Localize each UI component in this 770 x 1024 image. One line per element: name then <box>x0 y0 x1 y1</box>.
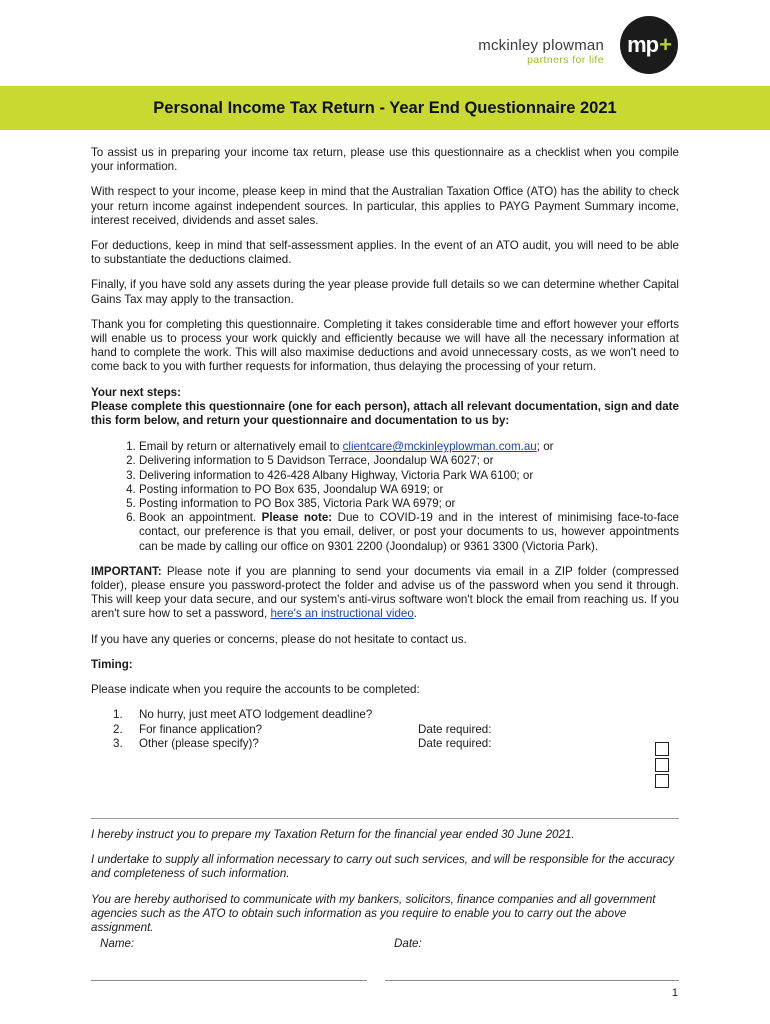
name-label: Name: <box>100 937 135 950</box>
intro-paragraph-5: Thank you for completing this questionnaire. Completing it takes considerable time and effort however your efforts will enable us to process your work quickly and efficiently because we will have all the necessary information at hand to complete the work. This will also maximise deductions and avoid unnecessary costs, as we won't need to come back to you with further requests for information, thus delaying the processing of your return. <box>91 317 679 374</box>
queries-text: If you have any queries or concerns, please do not hesitate to contact us. <box>91 632 467 646</box>
logo-mark-icon <box>620 16 678 74</box>
timing-checkbox-1[interactable] <box>655 742 669 756</box>
list-item: 4. Posting information to PO Box 635, Joondalup WA 6919; or <box>139 483 679 497</box>
list-item: 2. Delivering information to 5 Davidson Terrace, Joondalup WA 6027; or <box>139 454 679 468</box>
instructional-video-link[interactable]: here's an instructional video <box>270 607 414 621</box>
list-item: 3. Delivering information to 426-428 Albany Highway, Victoria Park WA 6100; or <box>139 469 679 483</box>
timing-option-2: 2. For finance application? Date required: <box>113 722 492 736</box>
name-signature-line[interactable] <box>91 980 367 981</box>
timing-checkbox-3[interactable] <box>655 774 669 788</box>
brand-logo <box>378 16 678 74</box>
list-item: 6. Book an appointment. Please note: Due to COVID-19 and in the interest of minimising face-to-face contact, our preference is that you email, deliver, or post your documents to us, however appointments can be made by calling our office on 9301 2200 (Joondalup) or 9361 3300 (Victoria Park). <box>139 511 679 554</box>
date-signature-line[interactable] <box>385 980 679 981</box>
declaration-divider <box>91 818 679 819</box>
timing-option-3: 3. Other (please specify)? Date required: <box>113 737 492 751</box>
logo-mark-text: mp <box>627 32 659 57</box>
declaration-paragraph-1: I hereby instruct you to prepare my Taxation Return for the financial year ended 30 June 2021. <box>91 828 575 841</box>
email-link[interactable]: clientcare@mckinleyplowman.com.au <box>342 440 537 454</box>
intro-paragraph-3: For deductions, keep in mind that self-assessment applies. In the event of an ATO audit, you will need to be able to substantiate the deductions claimed. <box>91 239 679 267</box>
intro-paragraph-4: Finally, if you have sold any assets during the year please provide full details so we can determine whether Capital Gains Tax may apply to the transaction. <box>91 278 679 306</box>
date-required-label: Date required: <box>418 737 492 751</box>
important-label: IMPORTANT: <box>91 564 162 578</box>
timing-section <box>91 658 679 752</box>
date-required-label: Date required: <box>418 722 492 736</box>
list-item: 1. Email by return or alternatively email to clientcare@mckinleyplowman.com.au; or <box>139 440 679 454</box>
timing-checkbox-2[interactable] <box>655 758 669 772</box>
timing-option-1: 1. No hurry, just meet ATO lodgement deadline? <box>113 708 373 722</box>
intro-paragraph-1: To assist us in preparing your income tax return, please use this questionnaire as a checklist when you compile your information. <box>91 146 679 174</box>
logo-plus-icon: + <box>659 32 671 57</box>
list-item: 5. Posting information to PO Box 385, Victoria Park WA 6979; or <box>139 497 679 511</box>
timing-heading: Timing: <box>91 657 133 671</box>
title-band <box>0 86 770 130</box>
page-number: 1 <box>671 987 678 999</box>
main-content <box>91 146 679 752</box>
date-label: Date: <box>394 937 422 950</box>
declaration-section <box>91 828 679 946</box>
page-title: Personal Income Tax Return - Year End Questionnaire 2021 <box>153 98 617 117</box>
brand-name: mckinley plowman <box>478 37 604 54</box>
brand-tagline: partners for life <box>527 54 604 66</box>
next-steps-instruction: Please complete this questionnaire (one for each person), attach all relevant documentation, sign and date this form below, and return your questionnaire and documentation to us by: <box>91 399 679 428</box>
important-notice: IMPORTANT: Please note if you are planning to send your documents via email in a ZIP folder (compressed folder), please ensure you password-protect the folder and advise us of the password when you send it through. This will keep your data secure, and our system's anti-virus software won't block the email from reaching us. If you aren't sure how to set a password, here's an instructional video. <box>91 564 679 621</box>
declaration-paragraph-3: You are hereby authorised to communicate with my bankers, solicitors, finance companies and all government agencies such as the ATO to obtain such information as you require to enable you to carry out the above assignment. <box>91 892 656 935</box>
submission-options-list <box>91 440 679 554</box>
timing-instruction: Please indicate when you require the accounts to be completed: <box>91 683 420 697</box>
declaration-paragraph-2: I undertake to supply all information necessary to carry out such services, and will be responsible for the accuracy and completeness of such information. <box>91 853 675 881</box>
next-steps-heading: Your next steps: <box>91 385 181 399</box>
intro-paragraph-2: With respect to your income, please keep in mind that the Australian Taxation Office (ATO) has the ability to check your return income against independent sources. In particular, this applies to PAYG Payment Summary income, interest received, dividends and asset sales. <box>91 185 679 227</box>
note-label: Please note: <box>261 511 333 525</box>
